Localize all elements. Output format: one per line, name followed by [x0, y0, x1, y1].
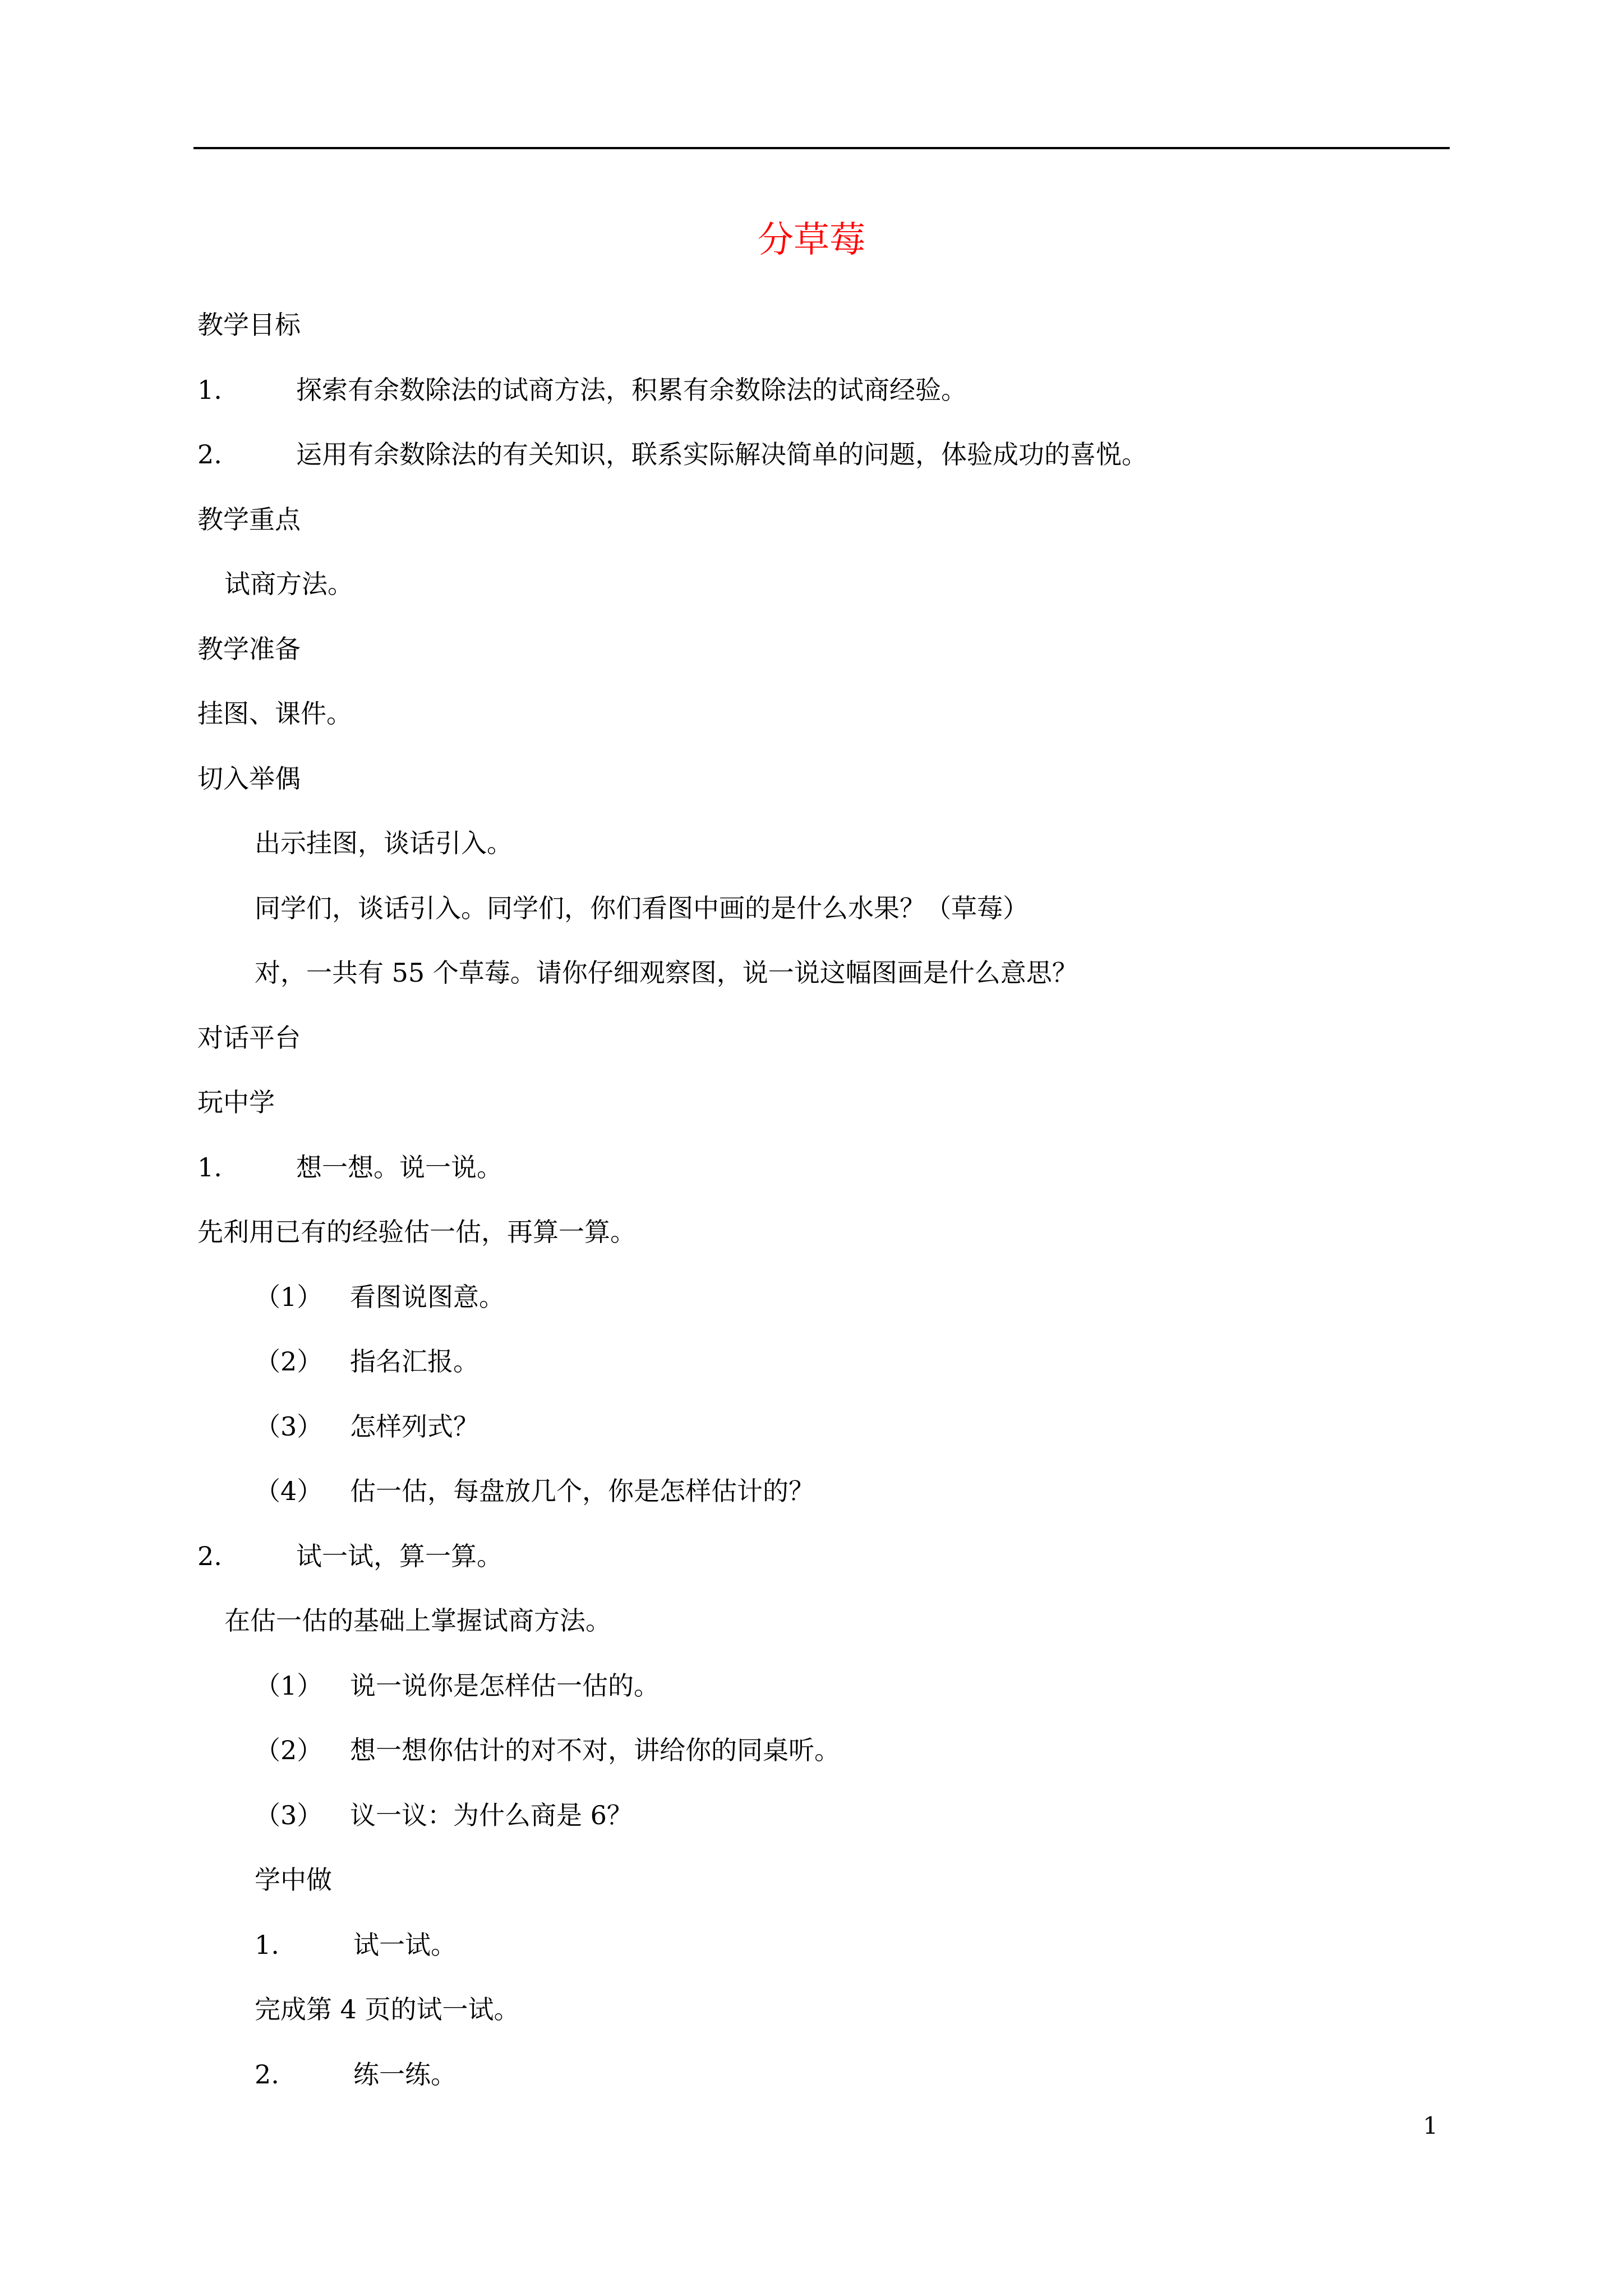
step-1-subitem-2 — [197, 1329, 1454, 1395]
step-item-1-number: 1. — [197, 1152, 222, 1182]
subitem-text: 怎样列式？ — [350, 1411, 479, 1442]
learn-item-2 — [197, 2042, 1454, 2108]
step-2-subitem-3 — [197, 1783, 1454, 1848]
subitem-marker: （1） — [255, 1281, 323, 1312]
step-1-subitem-1 — [197, 1265, 1454, 1330]
page-number: 1 — [1423, 2112, 1438, 2139]
subitem-marker: （3） — [255, 1800, 323, 1830]
section-heading-focus: 教学重点 — [197, 504, 301, 535]
goal-item-2 — [197, 422, 1454, 487]
section-heading-dialog: 对话平台 — [197, 1022, 301, 1053]
focus-text: 试商方法。 — [224, 569, 353, 599]
step-1-subitem-3 — [197, 1395, 1454, 1460]
step-item-2-number: 2. — [197, 1540, 222, 1571]
document-body — [197, 293, 1454, 2107]
step-2-subitem-2 — [197, 1718, 1454, 1783]
subitem-marker: （2） — [255, 1735, 323, 1765]
step-item-2-text: 试一试，算一算。 — [296, 1540, 502, 1571]
subitem-marker: （2） — [255, 1346, 323, 1377]
subitem-text: 指名汇报。 — [350, 1346, 479, 1377]
step-2-description: 在估一估的基础上掌握试商方法。 — [224, 1605, 611, 1636]
subitem-text: 想一想你估计的对不对，讲给你的同桌听。 — [350, 1735, 840, 1765]
subitem-text: 说一说你是怎样估一估的。 — [350, 1670, 660, 1701]
subitem-text: 估一估，每盘放几个，你是怎样估计的？ — [350, 1476, 814, 1506]
learn-item-1-text: 试一试。 — [353, 1929, 457, 1960]
step-2-subitem-1 — [197, 1654, 1454, 1719]
prep-text: 挂图、课件。 — [197, 698, 352, 729]
learn-item-1 — [197, 1913, 1454, 1978]
section-heading-goals: 教学目标 — [197, 310, 301, 340]
section-heading-play: 玩中学 — [197, 1087, 275, 1117]
section-heading-prep: 教学准备 — [197, 633, 301, 664]
learn-item-2-text: 练一练。 — [353, 2059, 457, 2090]
goal-item-1-number: 1. — [197, 374, 222, 405]
header-divider — [193, 147, 1450, 149]
subitem-marker: （1） — [255, 1670, 323, 1701]
learn-item-2-number: 2. — [255, 2059, 279, 2090]
goal-item-1-text: 探索有余数除法的试商方法，积累有余数除法的试商经验。 — [296, 374, 967, 405]
intro-paragraph-3: 对，一共有 55 个草莓。请你仔细观察图，说一说这幅图画是什么意思？ — [255, 958, 1078, 988]
goal-item-2-text: 运用有余数除法的有关知识，联系实际解决简单的问题，体验成功的喜悦。 — [296, 439, 1147, 470]
subitem-text: 议一议：为什么商是 6？ — [350, 1800, 633, 1830]
step-item-2 — [197, 1524, 1454, 1589]
intro-paragraph-2: 同学们，谈话引入。同学们，你们看图中画的是什么水果？（草莓） — [255, 892, 1029, 923]
subitem-marker: （4） — [255, 1476, 323, 1506]
step-item-1 — [197, 1135, 1454, 1200]
step-item-1-text: 想一想。说一说。 — [296, 1152, 502, 1182]
subitem-marker: （3） — [255, 1411, 323, 1442]
step-1-subitem-4 — [197, 1459, 1454, 1524]
learn-item-1-number: 1. — [255, 1929, 279, 1960]
step-1-description: 先利用已有的经验估一估，再算一算。 — [197, 1217, 636, 1247]
subitem-text: 看图说图意。 — [350, 1281, 505, 1312]
section-heading-intro: 切入举偶 — [197, 763, 301, 794]
goal-item-2-number: 2. — [197, 439, 222, 470]
goal-item-1 — [197, 358, 1454, 423]
intro-paragraph-1: 出示挂图，谈话引入。 — [255, 828, 513, 858]
learn-1-description: 完成第 4 页的试一试。 — [255, 1994, 520, 2024]
document-title: 分草莓 — [758, 219, 865, 261]
section-heading-learn: 学中做 — [255, 1865, 332, 1895]
